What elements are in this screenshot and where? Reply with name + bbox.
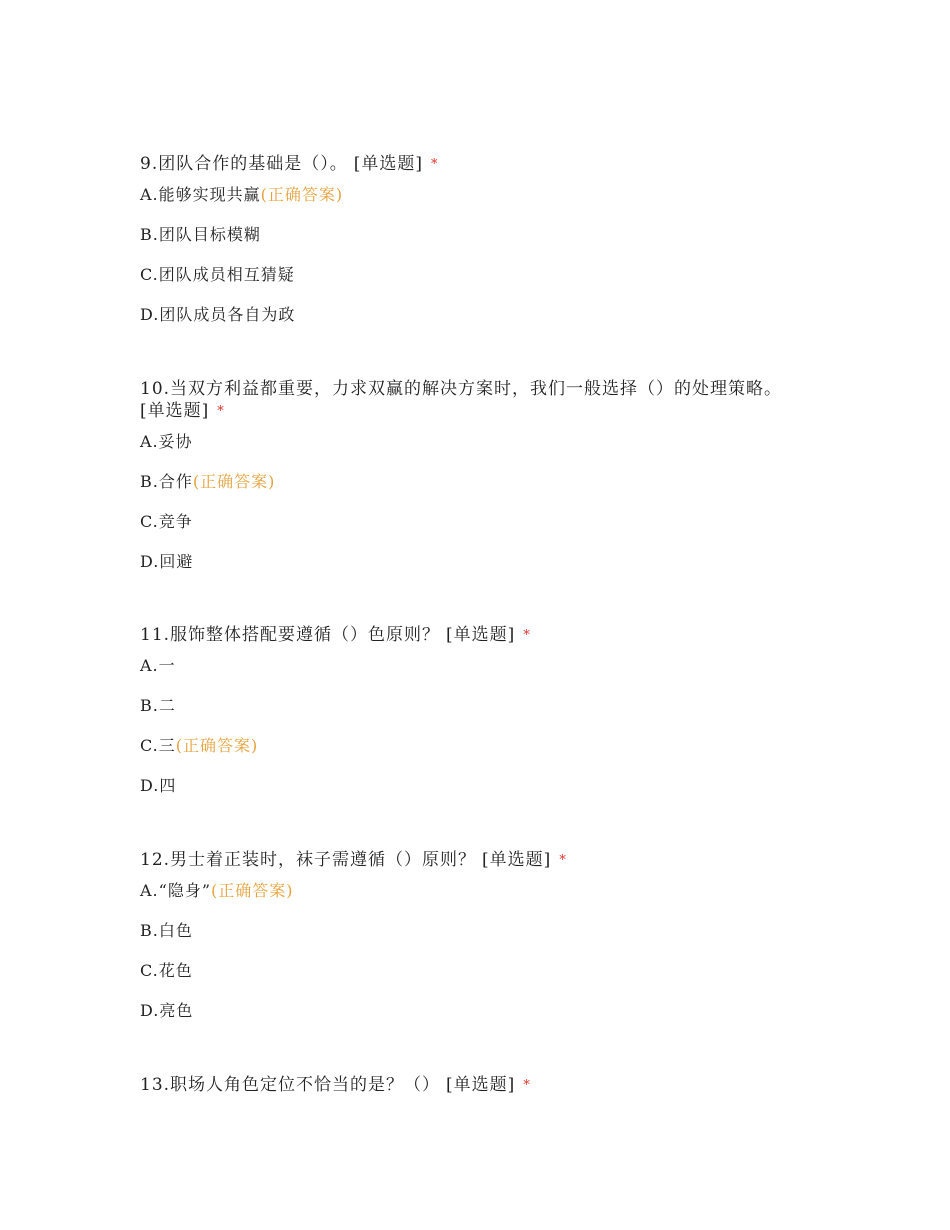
question-title bbox=[140, 849, 820, 872]
correct-answer-note: (正确答案) bbox=[192, 472, 276, 491]
option-label: C.花色 bbox=[140, 961, 193, 980]
option-c bbox=[140, 735, 820, 757]
option-label: B.二 bbox=[140, 696, 176, 715]
option-label: C.竞争 bbox=[140, 512, 193, 531]
question-type-label: [单选题] bbox=[446, 1075, 516, 1095]
question-title bbox=[140, 1074, 820, 1097]
correct-answer-note: (正确答案) bbox=[260, 185, 344, 204]
option-a bbox=[140, 880, 820, 902]
question-type-label: [单选题] bbox=[446, 625, 516, 645]
required-asterisk: * bbox=[523, 1078, 531, 1093]
option-label: B.团队目标模糊 bbox=[140, 225, 261, 244]
option-c bbox=[140, 960, 820, 982]
option-d bbox=[140, 1000, 820, 1022]
required-asterisk: * bbox=[559, 853, 567, 868]
option-label: B.合作 bbox=[140, 472, 193, 491]
question-12 bbox=[140, 849, 820, 1040]
question-11 bbox=[140, 624, 820, 815]
option-d bbox=[140, 775, 820, 797]
option-d bbox=[140, 304, 820, 326]
question-text: 12.男士着正装时，袜子需遵循（）原则？ bbox=[140, 850, 477, 870]
option-label: D.四 bbox=[140, 776, 177, 795]
question-text: 13.职场人角色定位不恰当的是？（） bbox=[140, 1075, 441, 1095]
question-title bbox=[140, 378, 820, 423]
question-text: 10.当双方利益都重要，力求双赢的解决方案时，我们一般选择（）的处理策略。 bbox=[140, 379, 783, 399]
option-label: B.白色 bbox=[140, 921, 193, 940]
question-text: 9.团队合作的基础是（）。 bbox=[140, 154, 348, 174]
required-asterisk: * bbox=[431, 157, 439, 172]
required-asterisk: * bbox=[217, 404, 225, 419]
option-label: D.亮色 bbox=[140, 1001, 194, 1020]
option-label: A.一 bbox=[140, 656, 176, 675]
required-asterisk: * bbox=[523, 628, 531, 643]
question-text: 11.服饰整体搭配要遵循（）色原则？ bbox=[140, 625, 441, 645]
question-type-label: [单选题] bbox=[353, 154, 423, 174]
option-label: D.回避 bbox=[140, 552, 194, 571]
question-13 bbox=[140, 1074, 820, 1105]
option-label: C.三 bbox=[140, 736, 176, 755]
correct-answer-note: (正确答案) bbox=[175, 736, 259, 755]
option-a bbox=[140, 655, 820, 677]
option-b bbox=[140, 920, 820, 942]
option-label: A.能够实现共赢 bbox=[140, 185, 261, 204]
question-10 bbox=[140, 378, 820, 591]
option-label: C.团队成员相互猜疑 bbox=[140, 265, 295, 284]
question-type-label: [单选题] bbox=[140, 401, 210, 421]
question-title bbox=[140, 153, 820, 176]
correct-answer-note: (正确答案) bbox=[211, 881, 294, 900]
option-label: D.团队成员各自为政 bbox=[140, 305, 296, 324]
option-b bbox=[140, 695, 820, 717]
option-b bbox=[140, 224, 820, 246]
option-d bbox=[140, 551, 820, 573]
question-type-label: [单选题] bbox=[482, 850, 552, 870]
option-a bbox=[140, 184, 820, 206]
question-9 bbox=[140, 153, 820, 344]
option-a bbox=[140, 431, 820, 453]
option-c bbox=[140, 511, 820, 533]
question-title bbox=[140, 624, 820, 647]
option-label: A.“隐身” bbox=[140, 881, 212, 900]
option-label: A.妥协 bbox=[140, 432, 193, 451]
option-c bbox=[140, 264, 820, 286]
option-b bbox=[140, 471, 820, 493]
